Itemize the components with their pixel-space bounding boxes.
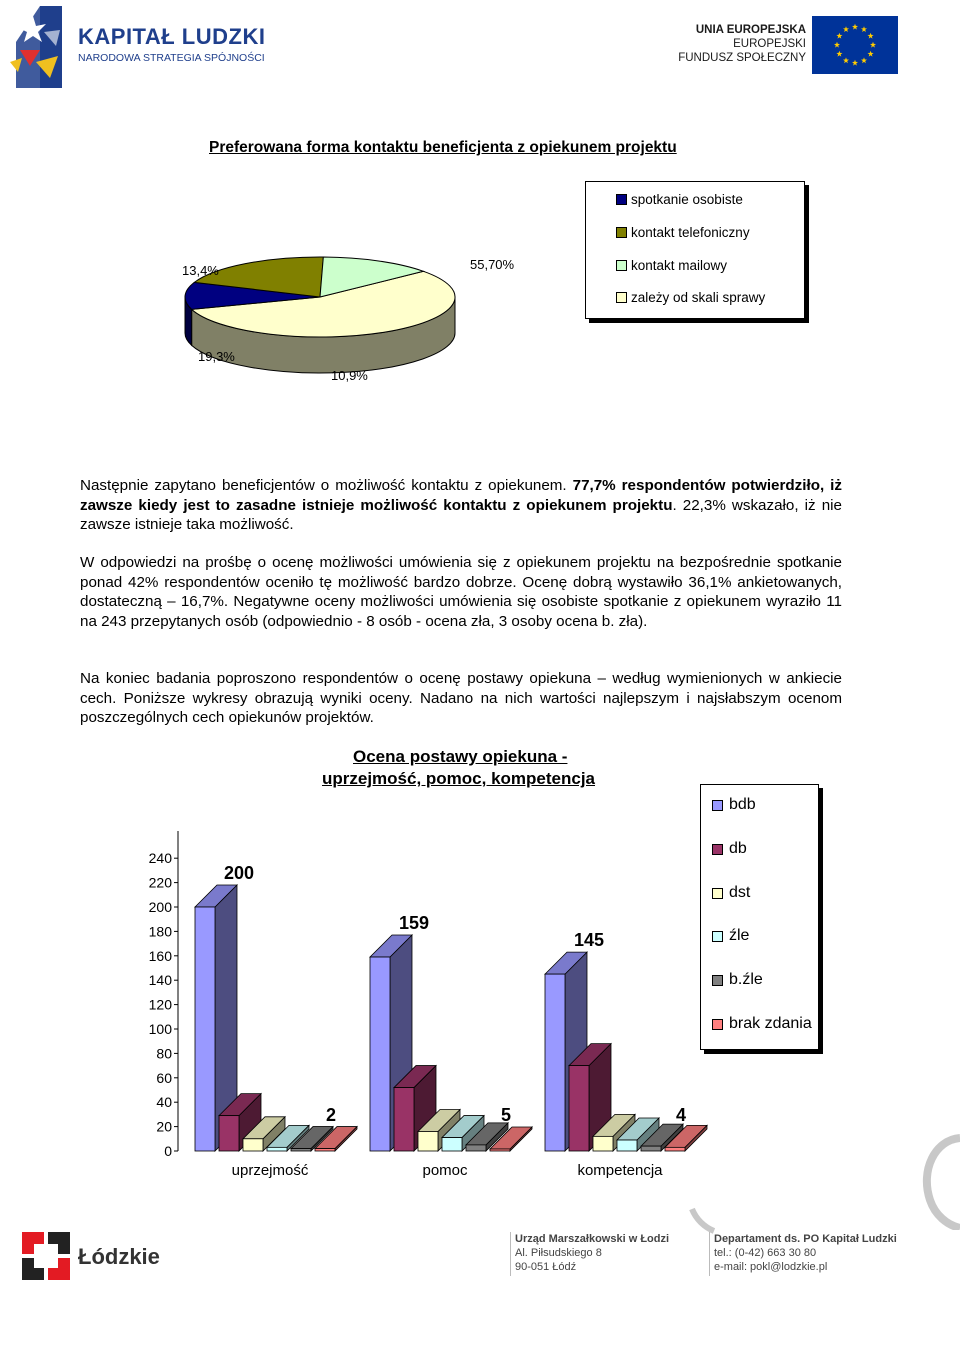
bar-legend-label: brak zdania xyxy=(729,1015,812,1032)
bar-legend-item xyxy=(712,796,756,814)
paragraph-3: Na koniec badania poproszono respondentów o ocenę postawy opiekuna – według wymienionych w ankiecie cech. Poniższe wykresy obrazują wyniki oceny. Nadano na nich wartości najlepszym i najsłabszym ocenom poszczególnych cech opiekunów projektów. xyxy=(80,670,842,726)
bar-legend xyxy=(700,784,819,1050)
kl-title: KAPITAŁ LUDZKI xyxy=(78,24,266,49)
eu-flag-icon xyxy=(812,16,898,74)
kapital-ludzki-logo xyxy=(6,2,276,90)
pie-legend-item xyxy=(616,290,765,305)
y-tick-label: 80 xyxy=(156,1045,172,1062)
decorative-arc-icon xyxy=(905,1130,960,1230)
legend-swatch xyxy=(712,975,723,986)
paragraph-1-part-a: Następnie zapytano beneficjentów o możliwość kontaktu z opiekunem. xyxy=(80,477,573,494)
y-tick-label: 200 xyxy=(148,899,172,915)
legend-swatch xyxy=(616,260,627,271)
bar-chart xyxy=(130,815,730,1185)
pie-label-osobiste: 10,9% xyxy=(331,368,368,383)
legend-swatch xyxy=(712,800,723,811)
footer-department xyxy=(714,1232,897,1274)
paragraph-1 xyxy=(80,476,842,535)
data-label: 5 xyxy=(500,1105,512,1125)
y-tick-label: 140 xyxy=(148,972,172,989)
y-tick-label: 20 xyxy=(156,1118,172,1135)
y-tick-label: 100 xyxy=(148,1021,172,1037)
data-label: 2 xyxy=(325,1105,337,1125)
decorative-arc-icon xyxy=(688,1205,718,1235)
bar-legend-label: źle xyxy=(729,927,750,944)
footer-separator xyxy=(510,1232,511,1276)
pie-legend-label: spotkanie osobiste xyxy=(631,192,743,207)
bar-legend-label: dst xyxy=(729,884,751,901)
pie-legend-label: kontakt mailowy xyxy=(631,258,728,273)
kapital-ludzki-emblem-icon xyxy=(6,2,76,90)
x-category-label: kompetencja xyxy=(577,1162,663,1179)
bar-chart-title-line2: uprzejmość, pomoc, kompetencja xyxy=(322,769,596,788)
legend-swatch xyxy=(712,1019,723,1030)
y-tick-label: 60 xyxy=(156,1069,172,1086)
pie-legend-item xyxy=(616,258,727,273)
pie-label-telefoniczny: 19,3% xyxy=(198,349,235,364)
eu-line3: FUNDUSZ SPOŁECZNY xyxy=(678,52,806,64)
pie-legend-label: zależy od skali sprawy xyxy=(631,290,766,305)
x-category-label: uprzejmość xyxy=(231,1162,309,1179)
y-tick-label: 240 xyxy=(148,850,172,867)
bar-legend-item xyxy=(712,927,749,945)
pie-legend-label: kontakt telefoniczny xyxy=(631,225,750,240)
lodzkie-logo xyxy=(22,1232,182,1284)
eu-line2: EUROPEJSKI xyxy=(733,38,806,50)
legend-swatch xyxy=(712,888,723,899)
footer-address-1: Al. Piłsudskiego 8 xyxy=(515,1247,602,1259)
pie-label-mailowy: 13,4% xyxy=(182,263,219,278)
lodzkie-text: Łódzkie xyxy=(78,1244,160,1269)
bar-legend-label: db xyxy=(729,840,747,857)
footer-office xyxy=(515,1232,669,1274)
footer-email: e-mail: pokl@lodzkie.pl xyxy=(714,1261,828,1273)
pie-legend xyxy=(585,181,805,319)
legend-swatch xyxy=(712,844,723,855)
bar-legend-item xyxy=(712,840,747,858)
y-tick-label: 120 xyxy=(148,996,172,1013)
bar-legend-label: bdb xyxy=(729,796,756,813)
data-label: 159 xyxy=(398,913,430,934)
data-label: 4 xyxy=(675,1105,687,1125)
pie-legend-item xyxy=(616,192,743,207)
bar-legend-item xyxy=(712,971,763,989)
paragraph-1-bold: 77,7% respondentów potwierdziło, iż zawsze kiedy jest to zasadne istnieje możliwość kontaktu z opiekunem projektu xyxy=(80,477,842,514)
data-label: 145 xyxy=(573,930,605,951)
eu-logo xyxy=(676,14,900,76)
kl-subtitle: NARODOWA STRATEGIA SPÓJNOŚCI xyxy=(78,52,265,64)
y-tick-label: 0 xyxy=(164,1143,172,1159)
footer-address-2: 90-051 Łódź xyxy=(515,1261,577,1273)
bar-chart-title-line1: Ocena postawy opiekuna - xyxy=(353,747,568,766)
y-tick-label: 220 xyxy=(148,874,172,891)
y-tick-label: 160 xyxy=(148,947,172,964)
eu-line1: UNIA EUROPEJSKA xyxy=(695,24,806,36)
legend-swatch xyxy=(616,227,627,238)
bar-legend-label: b.źle xyxy=(729,971,763,988)
paragraph-1-part-c: . 22,3% wskazało, iż nie zawsze istnieje taka możliwość. xyxy=(80,496,842,533)
pie-chart-title: Preferowana forma kontaktu beneficjenta z opiekunem projektu xyxy=(209,139,677,156)
lodzkie-emblem-icon xyxy=(22,1232,72,1282)
footer-phone: tel.: (0-42) 663 30 80 xyxy=(714,1247,817,1259)
bar-legend-item xyxy=(712,1015,812,1033)
pie-label-zalezy: 55,70% xyxy=(470,257,515,272)
pie-legend-item xyxy=(616,225,750,240)
x-category-label: pomoc xyxy=(422,1162,468,1179)
y-tick-label: 180 xyxy=(148,923,172,940)
footer-office-name: Urząd Marszałkowski w Łodzi xyxy=(515,1233,670,1245)
y-tick-label: 40 xyxy=(156,1094,172,1111)
legend-swatch xyxy=(712,931,723,942)
paragraph-2: W odpowiedzi na prośbę o ocenę możliwości umówienia się z opiekunem projektu na bezpośrednie spotkanie ponad 42% respondentów oceniło tę możliwość bardzo dobrze. Ocenę dobrą wystawiło 36,1% ankietowanych, dostateczną – 16,7%. Negatywne oceny możliwości umówienia się osobiste spotkanie z opiekunem wyraziło 11 na 243 przepytanych osób (odpowiednio - 8 osób - ocena zła, 3 osoby ocena b. zła). xyxy=(80,554,842,630)
footer-department-name: Departament ds. PO Kapitał Ludzki xyxy=(714,1233,897,1245)
legend-swatch xyxy=(616,292,627,303)
bar-legend-item xyxy=(712,884,750,902)
data-label: 200 xyxy=(223,863,255,883)
legend-swatch xyxy=(616,194,627,205)
footer-separator xyxy=(709,1232,710,1276)
